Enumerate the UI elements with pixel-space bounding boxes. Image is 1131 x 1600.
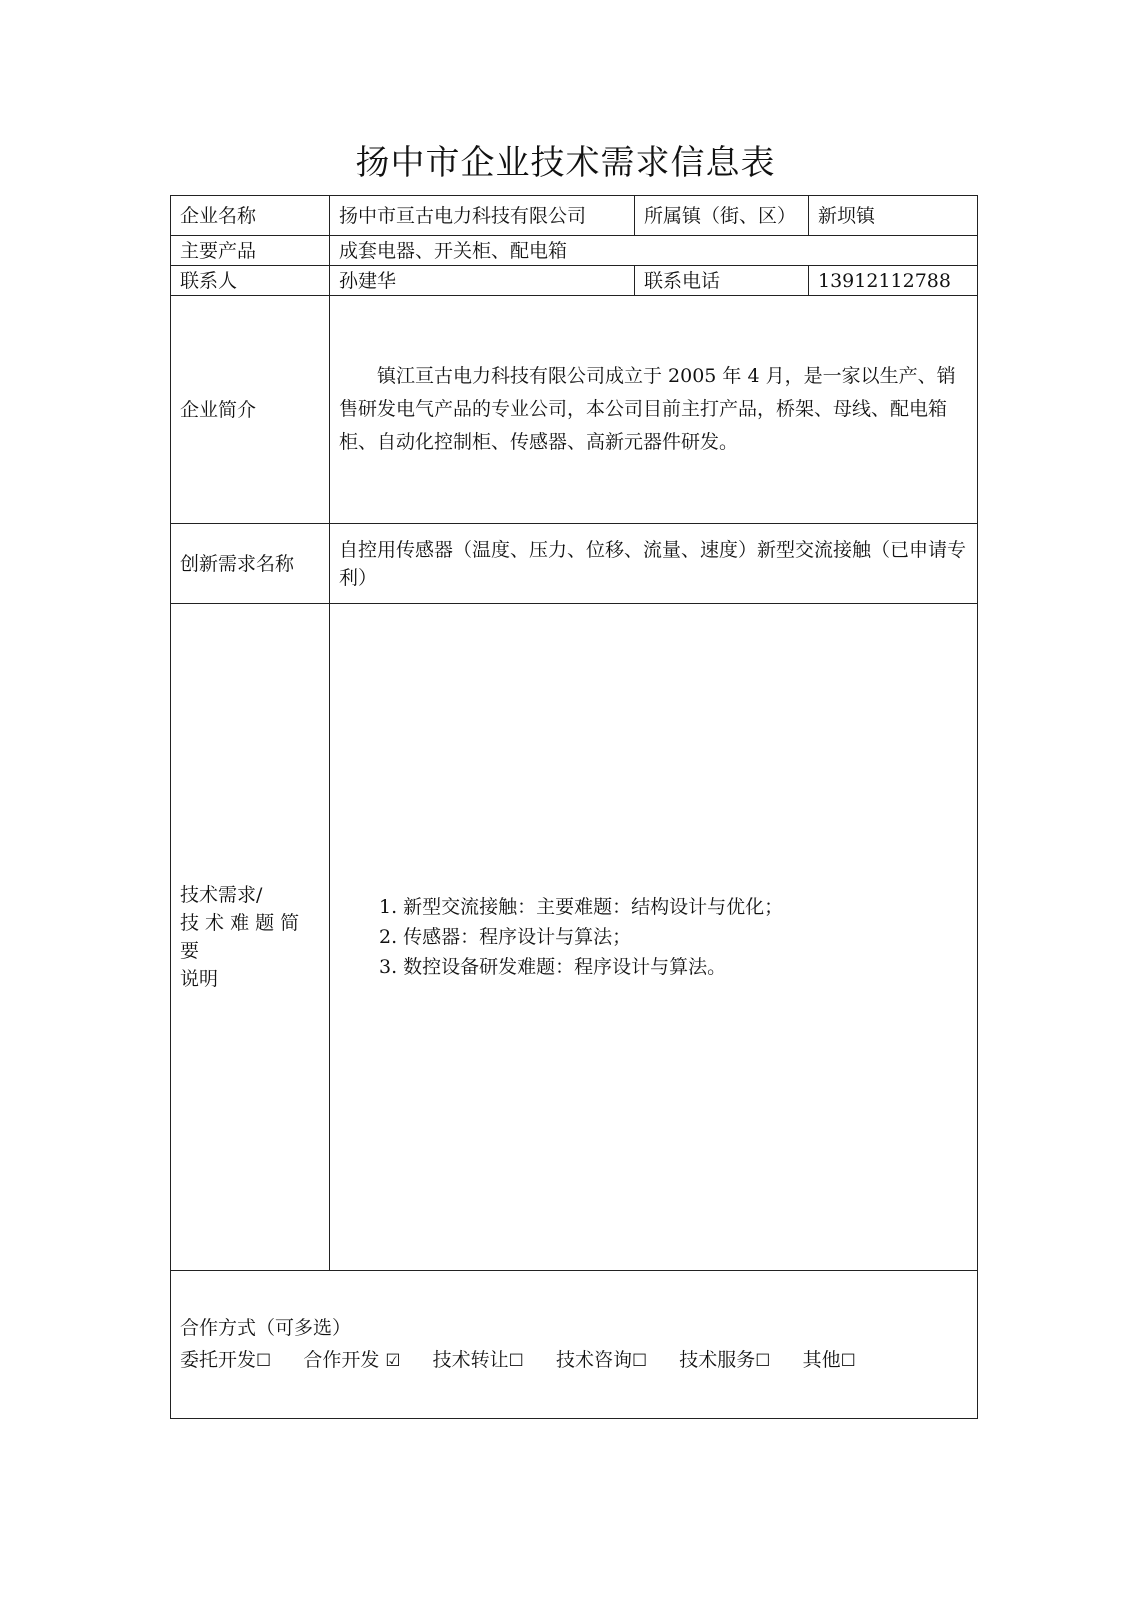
coop-option-consulting[interactable] bbox=[556, 1349, 647, 1371]
checkbox-icon[interactable]: ☐ bbox=[755, 1351, 771, 1371]
checkbox-icon[interactable]: ☐ bbox=[631, 1351, 648, 1371]
tech-label-line3: 说明 bbox=[180, 968, 219, 990]
row-tech-desc bbox=[171, 604, 978, 1271]
coop-option-transfer[interactable] bbox=[433, 1349, 524, 1371]
coop-option-commissioned[interactable] bbox=[180, 1349, 271, 1371]
tech-label-line2: 技 术 难 题 简 要 bbox=[180, 912, 300, 962]
tech-label-line1: 技术需求/ bbox=[180, 884, 263, 906]
page-title: 扬中市企业技术需求信息表 bbox=[355, 143, 776, 183]
row-demand-name bbox=[171, 524, 978, 604]
tech-items-list bbox=[339, 892, 968, 982]
demand-name-label: 创新需求名称 bbox=[171, 524, 330, 604]
tech-desc-value bbox=[330, 604, 978, 1271]
row-products bbox=[171, 236, 978, 266]
coop-option-joint[interactable] bbox=[303, 1349, 400, 1371]
row-company bbox=[171, 196, 978, 236]
checkbox-checked-icon[interactable]: ☑ bbox=[385, 1351, 401, 1371]
row-cooperation bbox=[171, 1271, 978, 1419]
coop-option-label: 委托开发 bbox=[180, 1349, 257, 1371]
coop-option-label: 技术转让 bbox=[432, 1349, 509, 1371]
town-value: 新坝镇 bbox=[809, 196, 978, 236]
row-contact bbox=[171, 266, 978, 296]
coop-option-label: 技术服务 bbox=[679, 1349, 756, 1371]
tech-demand-form bbox=[170, 195, 978, 1419]
phone-label: 联系电话 bbox=[635, 266, 809, 296]
intro-value bbox=[330, 296, 978, 524]
company-name-value: 扬中市亘古电力科技有限公司 bbox=[330, 196, 635, 236]
coop-options bbox=[180, 1346, 968, 1375]
checkbox-icon[interactable]: ☐ bbox=[508, 1351, 524, 1371]
coop-option-label: 其他 bbox=[802, 1349, 841, 1371]
demand-name-value: 自控用传感器（温度、压力、位移、流量、速度）新型交流接触（已申请专利） bbox=[330, 524, 978, 604]
company-name-label: 企业名称 bbox=[171, 196, 330, 236]
intro-text: 镇江亘古电力科技有限公司成立于 2005 年 4 月，是一家以生产、销售研发电气产品的专业公司，本公司目前主打产品，桥架、母线、配电箱柜、自动化控制柜、传感器、高新元器件研发。 bbox=[339, 365, 956, 453]
coop-option-service[interactable] bbox=[679, 1349, 770, 1371]
products-label: 主要产品 bbox=[171, 236, 330, 266]
contact-value: 孙建华 bbox=[330, 266, 635, 296]
checkbox-icon[interactable]: ☐ bbox=[256, 1351, 272, 1371]
cooperation-cell bbox=[171, 1271, 978, 1419]
coop-title: 合作方式（可多选） bbox=[180, 1317, 352, 1339]
contact-label: 联系人 bbox=[171, 266, 330, 296]
tech-item: 2. 传感器：程序设计与算法； bbox=[379, 926, 632, 948]
tech-item: 3. 数控设备研发难题：程序设计与算法。 bbox=[379, 956, 727, 978]
products-value: 成套电器、开关柜、配电箱 bbox=[330, 236, 978, 266]
tech-desc-label bbox=[171, 604, 330, 1271]
coop-option-label: 技术咨询 bbox=[555, 1349, 632, 1371]
tech-item: 1. 新型交流接触：主要难题：结构设计与优化； bbox=[379, 896, 784, 918]
coop-option-other[interactable] bbox=[803, 1349, 856, 1371]
coop-option-label: 合作开发 bbox=[303, 1349, 386, 1371]
phone-value: 13912112788 bbox=[809, 266, 978, 296]
row-intro bbox=[171, 296, 978, 524]
intro-label: 企业简介 bbox=[171, 296, 330, 524]
checkbox-icon[interactable]: ☐ bbox=[840, 1351, 856, 1371]
town-label: 所属镇（街、区） bbox=[635, 196, 809, 236]
